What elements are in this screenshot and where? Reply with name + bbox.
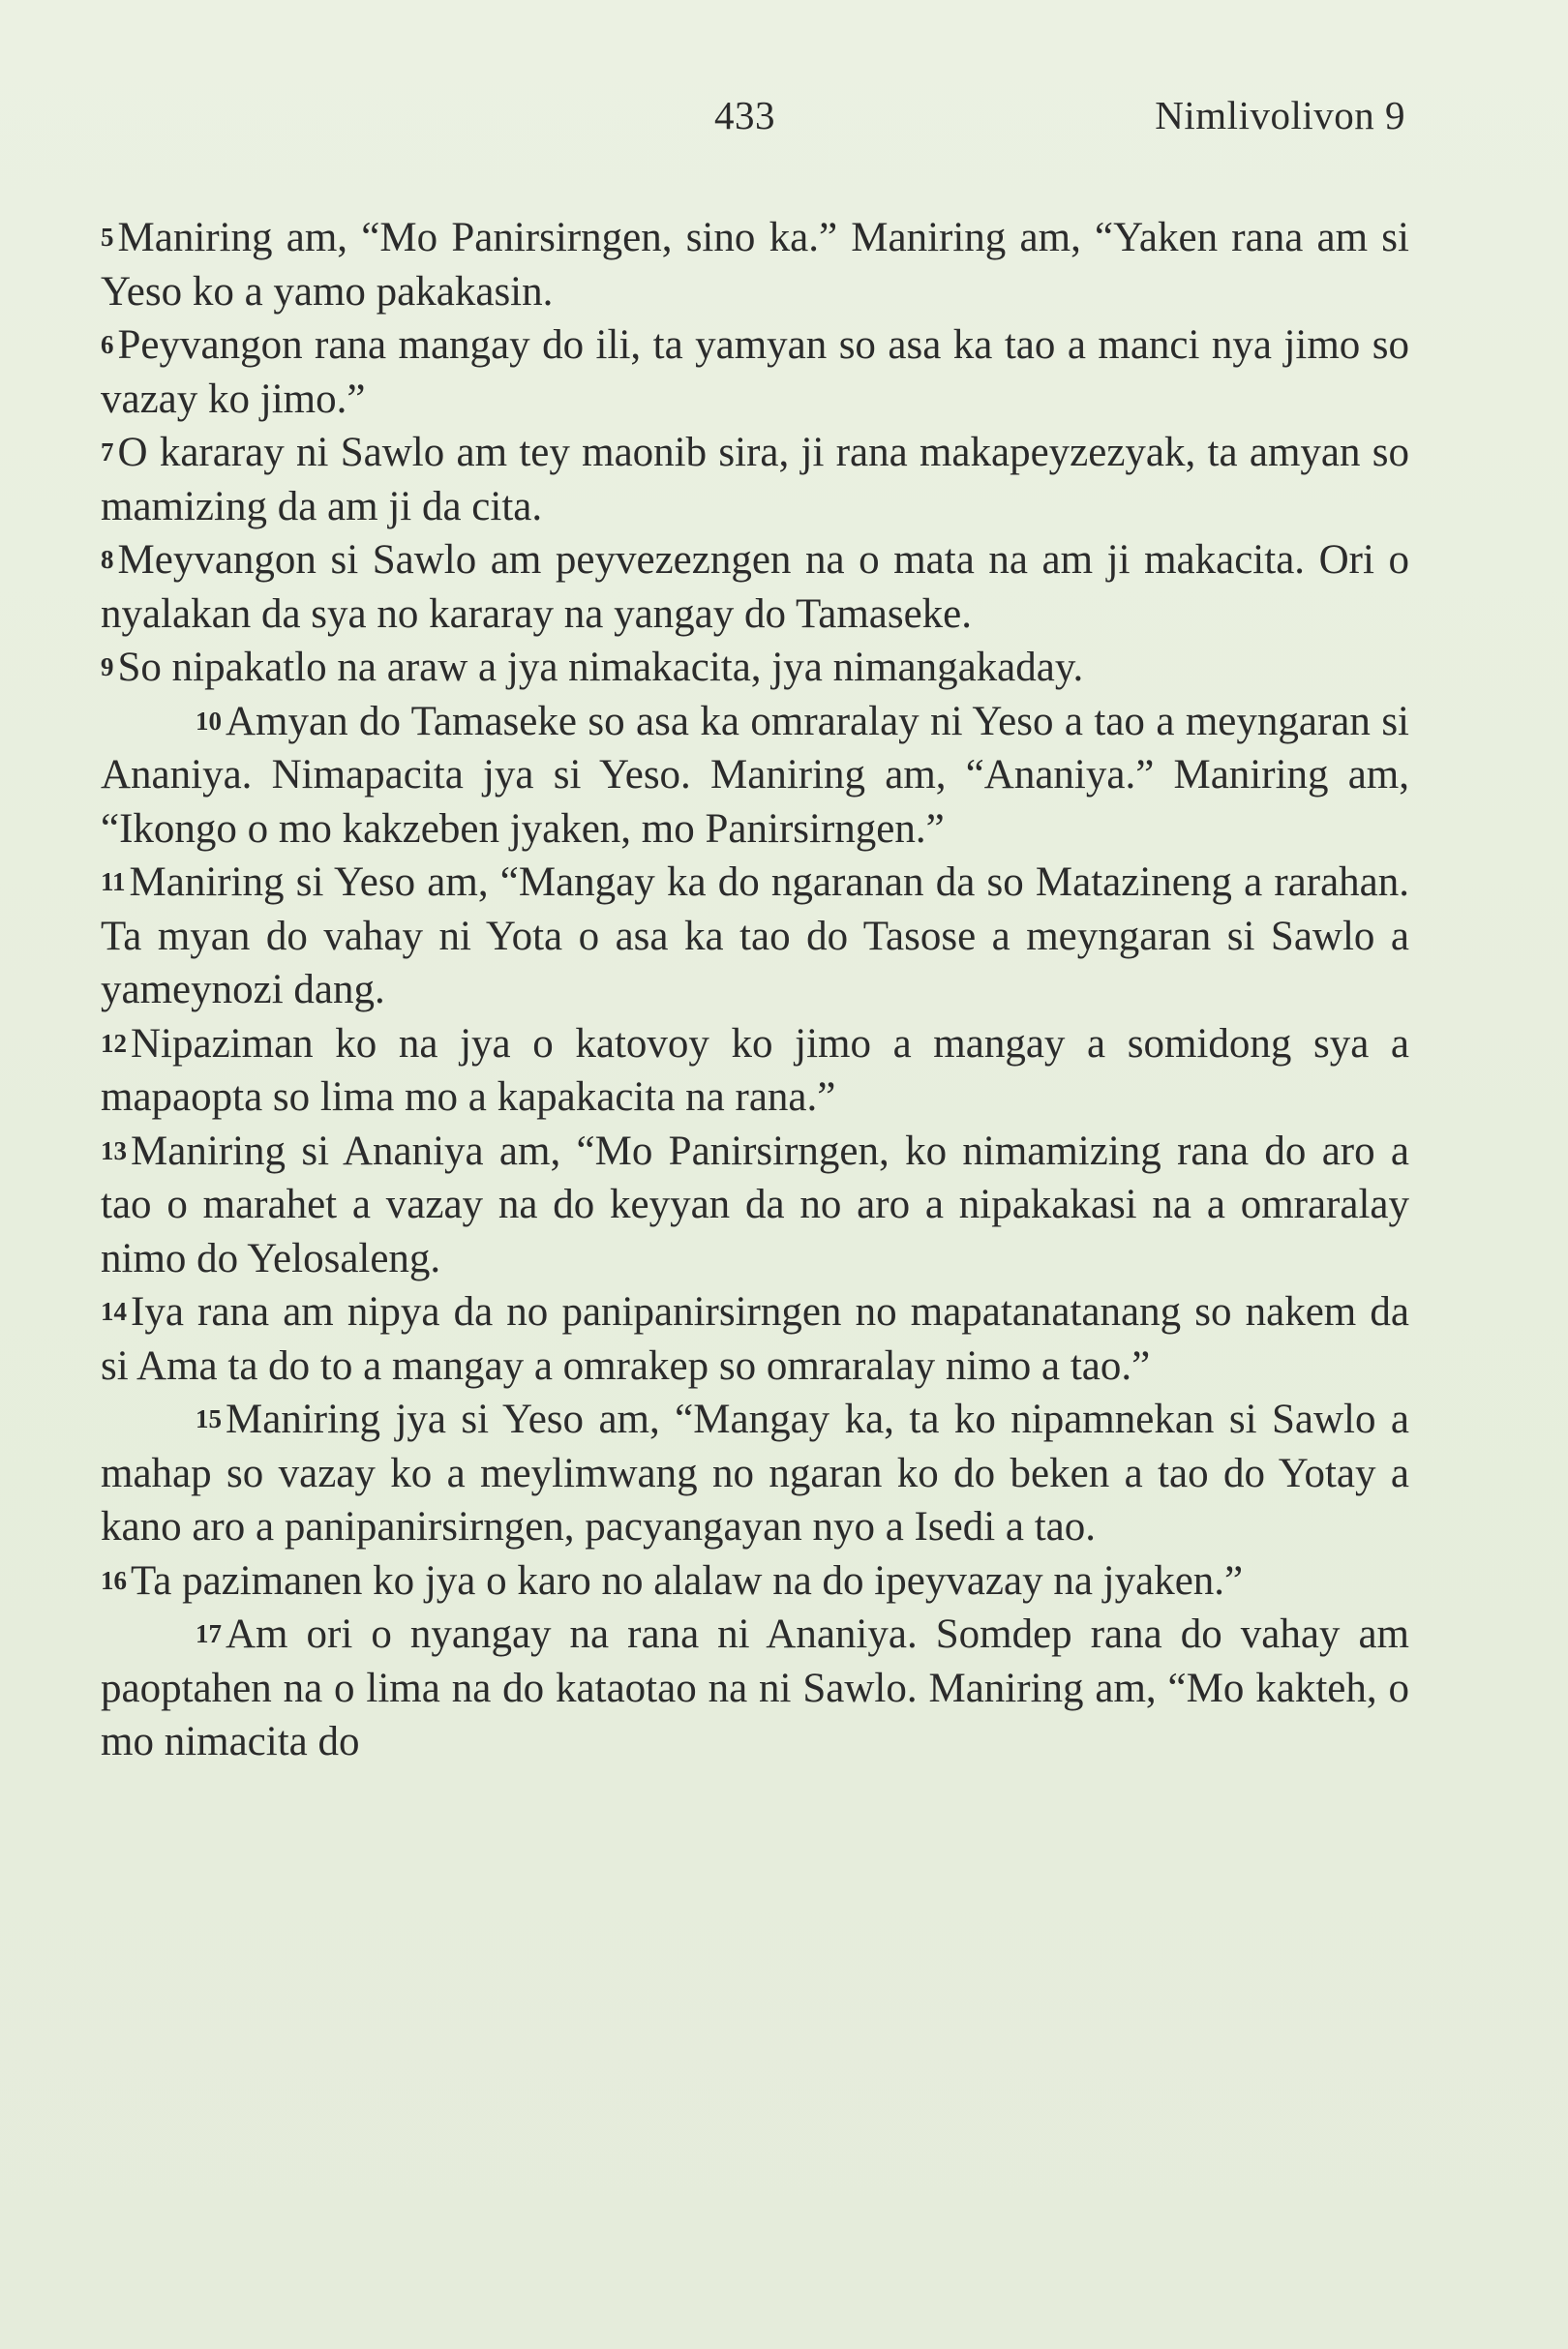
verse-text: Am ori o nyangay na rana ni Ananiya. Somdep rana do vahay am paoptahen na o lima na do kataotao na ni Sawlo. Maniring am, “Mo kakteh, o mo nimacita do [101, 1611, 1409, 1764]
verse [101, 1608, 1409, 1769]
verse-number: 10 [196, 706, 222, 736]
verse-number: 12 [101, 1028, 127, 1058]
verse [101, 1125, 1409, 1286]
verse-number: 14 [101, 1297, 127, 1326]
body-text [101, 211, 1409, 1769]
verse-number: 11 [101, 867, 126, 896]
verse-text: Ta pazimanen ko jya o karo no alalaw na do ipeyvazay na jyaken.” [131, 1557, 1244, 1604]
verse-number: 15 [196, 1404, 222, 1433]
running-head: Nimlivolivon 9 [1155, 93, 1405, 137]
verse-text: Meyvangon si Sawlo am peyvezezngen na o mata na am ji makacita. Ori o nyalakan da sya no kararay na yangay do Tamaseke. [101, 537, 1409, 637]
verse [101, 211, 1409, 318]
verse-number: 16 [101, 1565, 127, 1595]
verse-number: 8 [101, 545, 114, 574]
verse [101, 695, 1409, 857]
verse-text: Maniring si Ananiya am, “Mo Panirsirngen, ko nimamizing rana do aro a tao o marahet a vazay na do keyyan da no aro a nipakakasi na a omraralay nimo do Yelosaleng. [101, 1128, 1409, 1281]
verse-number: 5 [101, 223, 114, 252]
verse [101, 1393, 1409, 1554]
verse-number: 13 [101, 1135, 127, 1165]
verse-number: 17 [196, 1619, 222, 1648]
verse-number: 7 [101, 437, 114, 467]
verse-text: Iya rana am nipya da no panipanirsirngen no mapatanatanang so nakem da si Ama ta do to a mangay a omrakep so omraralay nimo a tao.” [101, 1289, 1409, 1389]
verse [101, 426, 1409, 533]
verse-number: 9 [101, 652, 114, 681]
verse-text: So nipakatlo na araw a jya nimakacita, jya nimangakaday. [117, 645, 1084, 690]
verse [101, 641, 1409, 695]
verse-text: Maniring si Yeso am, “Mangay ka do ngaranan da so Matazineng a rarahan. Ta myan do vahay ni Yota o asa ka tao do Tasose a meyngaran si Sawlo a yameynozi dang. [101, 859, 1409, 1012]
verse-number: 6 [101, 330, 114, 359]
verse-text: Nipaziman ko na jya o katovoy ko jimo a mangay a somidong sya a mapaopta so lima mo a kapakacita na rana.” [101, 1020, 1409, 1120]
verse [101, 1554, 1409, 1609]
verse [101, 1017, 1409, 1125]
page-number: 433 [714, 93, 775, 137]
verse [101, 533, 1409, 641]
verse-text: O kararay ni Sawlo am tey maonib sira, ji rana makapeyzezyak, ta amyan so mamizing da am ji da cita. [101, 430, 1409, 529]
verse [101, 318, 1409, 426]
verse-text: Amyan do Tamaseke so asa ka omraralay ni Yeso a tao a meyngaran si Ananiya. Nimapacita jya si Yeso. Maniring am, “Ananiya.” Maniring am, “Ikongo o mo kakzeben jyaken, mo Panirsirngen.” [101, 698, 1409, 852]
verse [101, 856, 1409, 1017]
verse-text: Maniring jya si Yeso am, “Mangay ka, ta ko nipamnekan si Sawlo a mahap so vazay ko a meylimwang no ngaran ko do beken a tao do Yotay a kano aro a panipanirsirngen, pacyangayan nyo a Isedi a tao. [101, 1397, 1409, 1550]
verse-text: Maniring am, “Mo Panirsirngen, sino ka.” Maniring am, “Yaken rana am si Yeso ko a yamo pakakasin. [101, 215, 1409, 315]
page-header [0, 92, 1568, 150]
verse-text: Peyvangon rana mangay do ili, ta yamyan so asa ka tao a manci nya jimo so vazay ko jimo.” [101, 322, 1409, 422]
verse [101, 1285, 1409, 1393]
